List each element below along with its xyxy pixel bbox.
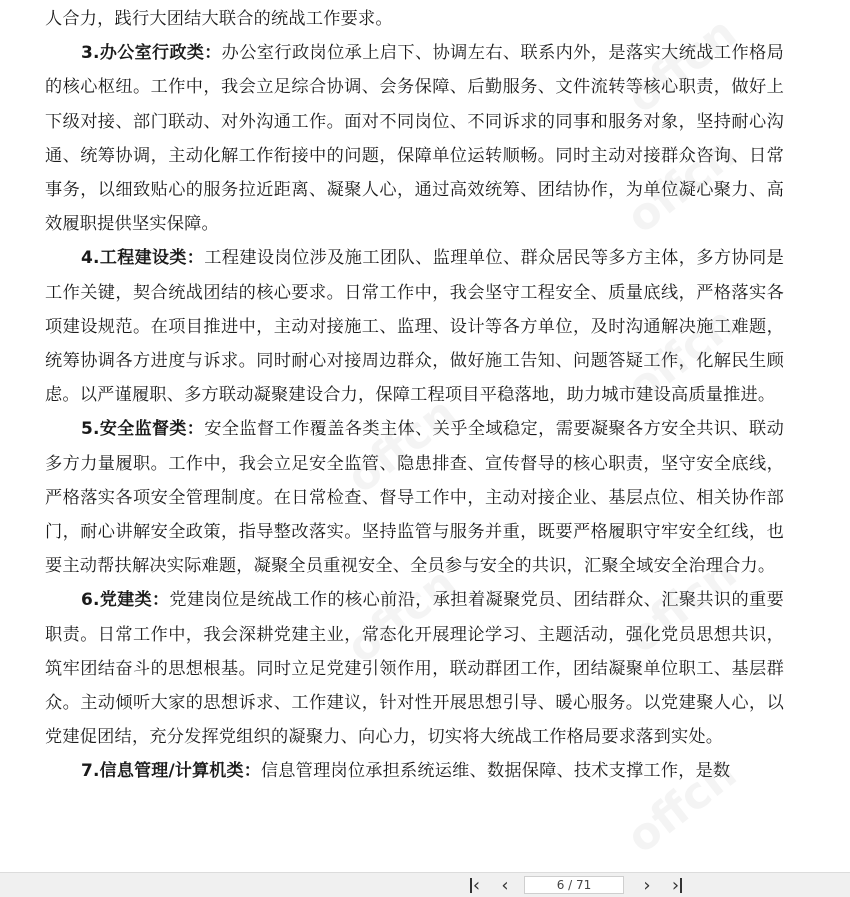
paragraph-it — [45, 754, 784, 788]
watermark: offcn — [617, 297, 746, 414]
section-body-office-admin: 办公室行政岗位承上启下、协调左右、联系内外，是落实大统战工作格局的核心枢纽。工作中，我会立足综合协调、会务保障、后勤服务、文件流转等核心职责，做好上下级对接、部门联动、对外沟通工作。面对不同岗位、不同诉求的同事和服务对象，坚持耐心沟通、统筹协调，主动化解工作衔接中的问题，保障单位运转顺畅。同时主动对接群众咨询、日常事务，以细致贴心的服务拉近距离、凝聚人心，通过高效统筹、团结协作，为单位凝心聚力、高效履职提供坚实保障。 — [45, 43, 784, 235]
section-body-engineering: 工程建设岗位涉及施工团队、监理单位、群众居民等多方主体，多方协同是工作关键，契合统战团结的核心要求。日常工作中，我会坚守工程安全、质量底线，严格落实各项建设规范。在项目推进中，主动对接施工、监理、设计等各方单位，及时沟通解决施工难题，统筹协调各方进度与诉求。同时耐心对接周边群众，做好施工告知、问题答疑工作，化解民生顾虑。以严谨履职、多方联动凝聚建设合力，保障工程项目平稳落地，助力城市建设高质量推进。 — [45, 248, 784, 406]
page-number-field[interactable] — [524, 876, 624, 894]
section-body-safety: 安全监督工作覆盖各类主体、关乎全域稳定，需要凝聚各方安全共识、联动多方力量履职。工作中，我会立足安全监管、隐患排查、宣传督导的核心职责，坚守安全底线，严格落实各项安全管理制度。在日常检查、督导工作中，主动对接企业、基层点位、相关协作部门，耐心讲解安全政策，指导整改落实。坚持监管与服务并重，既要严格履职守牢安全红线，也要主动帮扶解决实际难题，凝聚全员重视安全、全员参与安全的共识，汇聚全域安全治理合力。 — [45, 419, 784, 577]
paragraph-party — [45, 583, 784, 754]
watermark: offcn — [617, 547, 746, 664]
prev-page-button[interactable] — [494, 875, 516, 895]
section-heading-it: 7.信息管理/计算机类： — [81, 761, 261, 782]
first-page-button[interactable] — [464, 875, 486, 895]
section-heading-safety: 5.安全监督类： — [81, 419, 205, 440]
paragraph-safety — [45, 412, 784, 583]
prev-page-icon: ‹ — [501, 874, 509, 896]
last-page-button[interactable] — [666, 875, 688, 895]
section-heading-party: 6.党建类： — [81, 590, 170, 611]
next-page-icon: › — [643, 874, 651, 896]
page-navigation-bar — [0, 872, 850, 897]
first-page-icon: ‹ — [470, 875, 480, 896]
section-heading-engineering: 4.工程建设类： — [81, 248, 205, 269]
next-page-button[interactable] — [636, 875, 658, 895]
last-page-icon: › — [672, 875, 682, 896]
watermark: offcn — [337, 557, 466, 674]
watermark: offcn — [617, 7, 746, 124]
paragraph-engineering — [45, 241, 784, 412]
watermark: offcn — [617, 747, 746, 864]
watermark: offcn — [337, 387, 466, 504]
section-heading-office-admin: 3.办公室行政类： — [81, 43, 222, 64]
page-number-label: 6 / 71 — [556, 878, 592, 892]
section-body-it: 信息管理岗位承担系统运维、数据保障、技术支撑工作，是数 — [260, 761, 731, 782]
paragraph-continued: 人合力，践行大团结大联合的统战工作要求。 — [45, 9, 393, 29]
section-body-party: 党建岗位是统战工作的核心前沿，承担着凝聚党员、团结群众、汇聚共识的重要职责。日常工作中，我会深耕党建主业，常态化开展理论学习、主题活动，强化党员思想共识，筑牢团结奋斗的思想根基。同时立足党建引领作用，联动群团工作，团结凝聚单位职工、基层群众。主动倾听大家的思想诉求、工作建议，针对性开展思想引导、暖心服务。以党建聚人心，以党建促团结，充分发挥党组织的凝聚力、向心力，切实将大统战工作格局要求落到实处。 — [45, 590, 784, 748]
watermark: offcn — [617, 127, 746, 244]
paragraph-office-admin — [45, 36, 784, 244]
